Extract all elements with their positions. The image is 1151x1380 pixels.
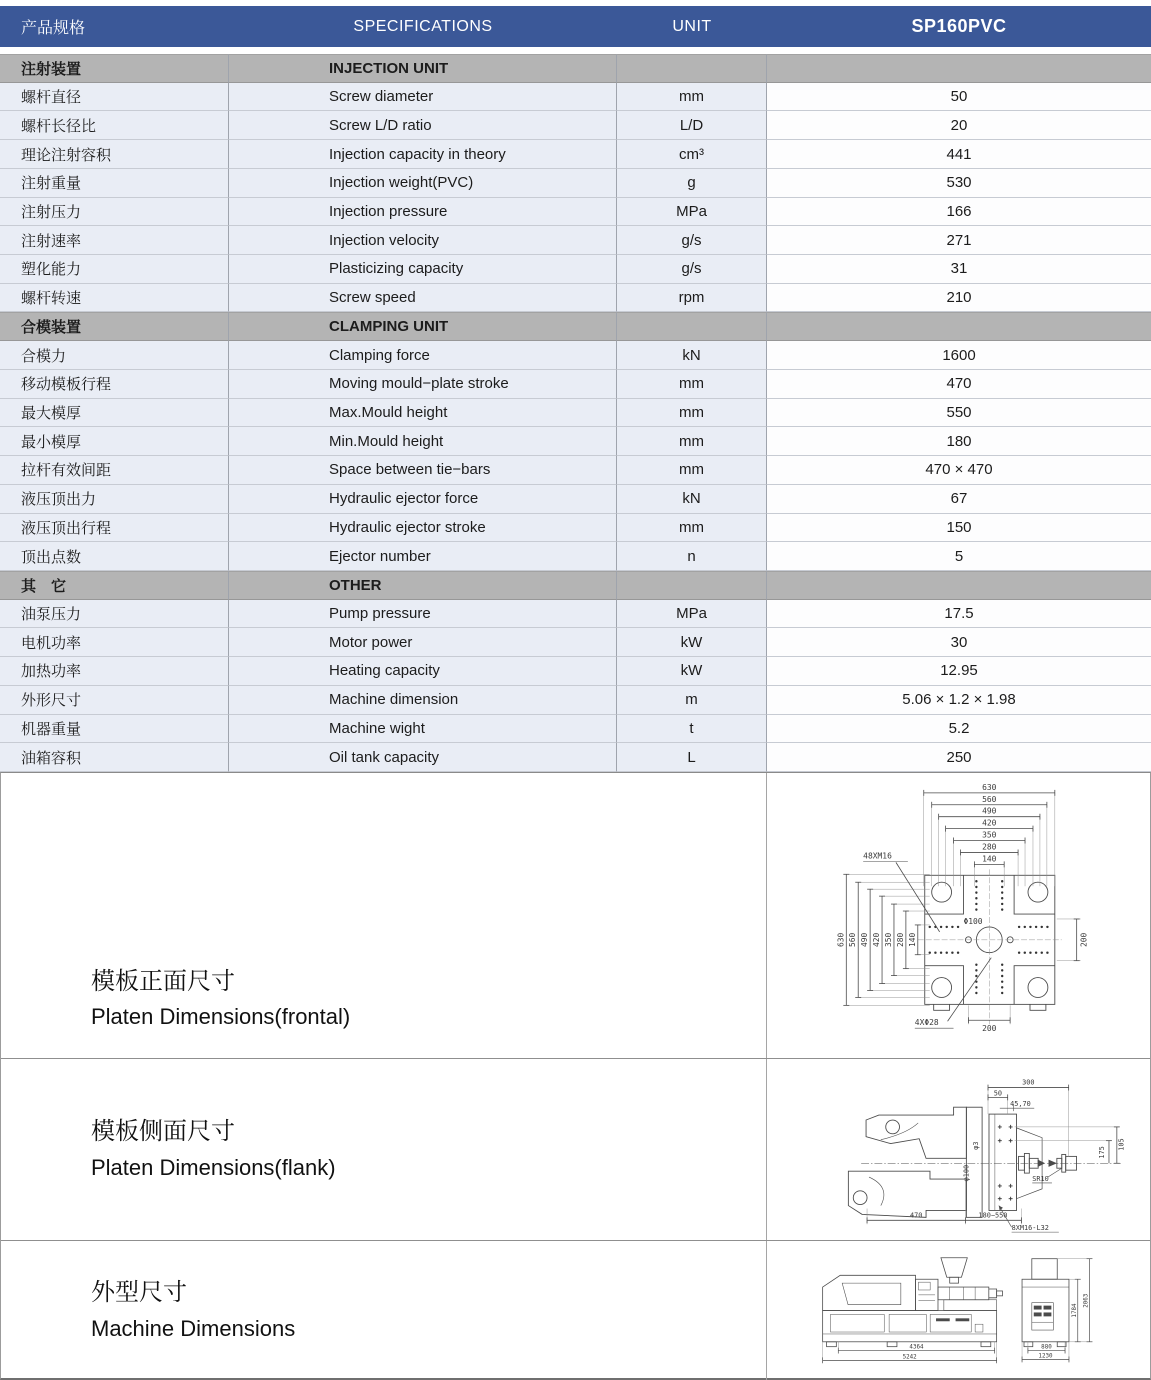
spec-cell-en: Hydraulic ejector force [229, 485, 617, 514]
spec-cell-unit: mm [617, 83, 767, 112]
diagram-title-en: Platen Dimensions(flank) [91, 1154, 336, 1180]
spec-cell-cn: 注射压力 [0, 198, 229, 227]
dim-label: 490 [981, 806, 996, 816]
frontal-platen-drawing [767, 773, 1150, 1058]
table-row [0, 284, 1151, 313]
spec-cell-unit: L [617, 743, 767, 772]
spec-cell-unit: g/s [617, 255, 767, 284]
dim-label: 350 [981, 830, 996, 840]
spec-cell-unit: m [617, 686, 767, 715]
spec-cell-value: 470 [767, 370, 1151, 399]
spec-cell-unit: L/D [617, 111, 767, 140]
diagram-title-cn: 模板侧面尺寸 [91, 1118, 235, 1146]
section-value-cell [767, 571, 1151, 600]
spec-cell-value: 470 × 470 [767, 456, 1151, 485]
header-col-unit: UNIT [672, 17, 712, 35]
diagram-label-machine [1, 1241, 767, 1380]
dim-label: 630 [981, 782, 996, 792]
section-title-cn: 其 它 [0, 571, 229, 600]
spec-cell-cn: 最大模厚 [0, 399, 229, 428]
flank-outline [848, 1107, 1120, 1217]
spec-cell-cn: 注射速率 [0, 226, 229, 255]
spec-cell-cn: 机器重量 [0, 715, 229, 744]
spec-cell-unit: rpm [617, 284, 767, 313]
section-header-row [0, 54, 1151, 83]
section-unit-cell [617, 54, 767, 83]
spec-cell-value: 441 [767, 140, 1151, 169]
spec-cell-cn: 螺杆转速 [0, 284, 229, 313]
section-header-row [0, 312, 1151, 341]
machine-dimensions-svg [768, 1246, 1150, 1376]
dim-label: φ100 [961, 1164, 970, 1181]
dim-label: 630 [835, 932, 845, 947]
spec-cell-cn: 油泵压力 [0, 600, 229, 629]
bolt-pattern-label: 48XM16 [862, 850, 892, 860]
spec-cell-unit: MPa [617, 198, 767, 227]
diagram-title-cn: 模板正面尺寸 [91, 967, 235, 995]
table-row [0, 198, 1151, 227]
diagram-label-frontal [1, 773, 767, 1058]
flank-platen-drawing [767, 1059, 1150, 1240]
spec-cell-value: 5 [767, 542, 1151, 571]
table-row [0, 542, 1151, 571]
dimension-labels [910, 1078, 1126, 1232]
dim-label: 5242 [902, 1353, 917, 1360]
spec-cell-unit: mm [617, 370, 767, 399]
dim-label: 880 [1040, 1344, 1052, 1351]
spec-cell-en: Injection velocity [229, 226, 617, 255]
sr10-label: SR10 [1031, 1174, 1049, 1183]
spec-cell-cn: 注射重量 [0, 169, 229, 198]
spec-cell-en: Moving mould−plate stroke [229, 370, 617, 399]
header-title-cn: 产品规格 [21, 20, 86, 37]
diagram-title-en: Platen Dimensions(frontal) [91, 1004, 351, 1030]
dim-label: 560 [847, 932, 857, 947]
spec-cell-cn: 塑化能力 [0, 255, 229, 284]
dimension-labels [836, 782, 1088, 1032]
dim-label: 4364 [908, 1344, 924, 1351]
spec-cell-unit: mm [617, 427, 767, 456]
table-row [0, 715, 1151, 744]
spec-cell-value: 67 [767, 485, 1151, 514]
dim-label: 490 [859, 932, 869, 947]
diagram-row-flank [1, 1059, 1150, 1241]
dim-label: 200 [1079, 932, 1089, 947]
corner-hole-label: 4XΦ28 [914, 1017, 939, 1027]
dim-label: 300 [1021, 1078, 1035, 1087]
spec-cell-value: 550 [767, 399, 1151, 428]
spec-cell-cn: 移动模板行程 [0, 370, 229, 399]
spec-cell-unit: n [617, 542, 767, 571]
spec-cell-en: Hydraulic ejector stroke [229, 514, 617, 543]
spec-cell-cn: 理论注射容积 [0, 140, 229, 169]
dimension-lines [867, 1084, 1120, 1232]
table-row [0, 514, 1151, 543]
spec-cell-value: 30 [767, 628, 1151, 657]
spec-cell-unit: kW [617, 628, 767, 657]
spec-cell-cn: 液压顶出力 [0, 485, 229, 514]
section-title-en: OTHER [229, 571, 617, 600]
spec-cell-value: 1600 [767, 341, 1151, 370]
spec-cell-value: 5.2 [767, 715, 1151, 744]
dim-label: 280 [981, 841, 996, 851]
dim-label: 105 [1117, 1137, 1126, 1151]
bolt-pattern-label: 8XM16-L32 [1011, 1223, 1049, 1232]
spec-cell-en: Pump pressure [229, 600, 617, 629]
dim-label: 200 [981, 1023, 996, 1033]
diagram-row-machine [1, 1241, 1150, 1380]
table-row [0, 111, 1151, 140]
spec-cell-cn: 螺杆长径比 [0, 111, 229, 140]
spec-cell-en: Machine wight [229, 715, 617, 744]
table-row [0, 83, 1151, 112]
section-title-cn: 合模装置 [0, 312, 229, 341]
dim-label: 420 [871, 932, 881, 947]
section-title-en: INJECTION UNIT [229, 54, 617, 83]
spec-cell-unit: mm [617, 399, 767, 428]
spec-cell-en: Injection capacity in theory [229, 140, 617, 169]
table-row [0, 600, 1151, 629]
diagram-title-cn: 外型尺寸 [91, 1279, 187, 1307]
dim-label: 175 [1097, 1145, 1106, 1159]
spec-cell-en: Max.Mould height [229, 399, 617, 428]
spec-cell-unit: g [617, 169, 767, 198]
header-bar [0, 6, 1151, 47]
spec-cell-unit: t [617, 715, 767, 744]
spec-cell-cn: 油箱容积 [0, 743, 229, 772]
section-unit-cell [617, 312, 767, 341]
dim-label: 140 [981, 853, 996, 863]
table-row [0, 456, 1151, 485]
spec-cell-en: Machine dimension [229, 686, 617, 715]
dim-label: 560 [981, 794, 996, 804]
dim-label: 45,70 [1009, 1099, 1031, 1108]
table-row [0, 657, 1151, 686]
spec-cell-value: 166 [767, 198, 1151, 227]
table-row [0, 341, 1151, 370]
spec-cell-unit: MPa [617, 600, 767, 629]
machine-side-view [822, 1257, 1002, 1346]
spec-cell-unit: g/s [617, 226, 767, 255]
spec-cell-en: Injection weight(PVC) [229, 169, 617, 198]
frontal-platen-svg [768, 775, 1150, 1057]
dim-label: 470 [909, 1210, 922, 1219]
spec-cell-cn: 电机功率 [0, 628, 229, 657]
spec-cell-value: 150 [767, 514, 1151, 543]
spec-cell-cn: 螺杆直径 [0, 83, 229, 112]
dim-label: 2063 [1083, 1293, 1090, 1308]
dim-label: φ3 [971, 1140, 980, 1150]
table-row [0, 140, 1151, 169]
spec-cell-value: 20 [767, 111, 1151, 140]
spec-cell-value: 250 [767, 743, 1151, 772]
header-col-specifications: SPECIFICATIONS [353, 17, 493, 35]
diagram-label-flank [1, 1059, 767, 1240]
spec-cell-cn: 顶出点数 [0, 542, 229, 571]
table-row [0, 485, 1151, 514]
section-value-cell [767, 54, 1151, 83]
dim-label: 50 [993, 1088, 1002, 1097]
table-row [0, 226, 1151, 255]
dim-label: 1230 [1037, 1352, 1053, 1359]
spec-cell-en: Screw speed [229, 284, 617, 313]
table-row [0, 686, 1151, 715]
spec-cell-cn: 加热功率 [0, 657, 229, 686]
spec-cell-value: 31 [767, 255, 1151, 284]
spec-cell-value: 210 [767, 284, 1151, 313]
spec-table [0, 54, 1151, 772]
dimension-lines [822, 1258, 1092, 1363]
spec-cell-en: Clamping force [229, 341, 617, 370]
spec-cell-value: 271 [767, 226, 1151, 255]
dim-label: 350 [883, 932, 893, 947]
spec-cell-value: 17.5 [767, 600, 1151, 629]
table-row [0, 169, 1151, 198]
flank-platen-svg [768, 1061, 1150, 1239]
spec-cell-unit: kN [617, 341, 767, 370]
table-row [0, 743, 1151, 772]
platen-hole-marks [997, 1124, 1012, 1200]
diagram-area [0, 772, 1151, 1380]
spec-cell-en: Min.Mould height [229, 427, 617, 456]
spec-cell-en: Heating capacity [229, 657, 617, 686]
spec-cell-en: Screw L/D ratio [229, 111, 617, 140]
section-unit-cell [617, 571, 767, 600]
spec-cell-cn: 合模力 [0, 341, 229, 370]
spec-cell-unit: kN [617, 485, 767, 514]
spec-cell-cn: 拉杆有效间距 [0, 456, 229, 485]
dimension-lines [843, 789, 1079, 1027]
table-row [0, 628, 1151, 657]
dim-label: 420 [981, 818, 996, 828]
machine-dimensions-drawing [767, 1241, 1150, 1380]
table-row [0, 399, 1151, 428]
table-row [0, 370, 1151, 399]
spec-cell-value: 12.95 [767, 657, 1151, 686]
table-row [0, 427, 1151, 456]
spec-cell-en: Screw diameter [229, 83, 617, 112]
center-hole-label: Φ100 [962, 916, 983, 926]
spec-cell-en: Oil tank capacity [229, 743, 617, 772]
diagram-title-en: Machine Dimensions [91, 1315, 296, 1341]
section-title-en: CLAMPING UNIT [229, 312, 617, 341]
spec-cell-value: 180 [767, 427, 1151, 456]
spec-cell-en: Ejector number [229, 542, 617, 571]
spec-cell-en: Injection pressure [229, 198, 617, 227]
spec-cell-cn: 最小模厚 [0, 427, 229, 456]
table-row [0, 255, 1151, 284]
diagram-row-frontal [1, 773, 1150, 1059]
dim-label: 140 [907, 932, 917, 947]
spec-cell-unit: cm³ [617, 140, 767, 169]
section-title-cn: 注射装置 [0, 54, 229, 83]
platen-outline [924, 875, 1054, 1010]
machine-rear-view [1022, 1258, 1069, 1346]
dim-label: 180−550 [977, 1210, 1007, 1219]
spec-cell-unit: mm [617, 514, 767, 543]
spec-cell-en: Plasticizing capacity [229, 255, 617, 284]
spec-cell-value: 50 [767, 83, 1151, 112]
spec-cell-unit: mm [617, 456, 767, 485]
spec-cell-en: Motor power [229, 628, 617, 657]
section-value-cell [767, 312, 1151, 341]
spec-cell-cn: 液压顶出行程 [0, 514, 229, 543]
header-model: SP160PVC [911, 16, 1007, 36]
dim-label: 280 [895, 932, 905, 947]
spec-cell-unit: kW [617, 657, 767, 686]
section-header-row [0, 571, 1151, 600]
spec-cell-value: 530 [767, 169, 1151, 198]
dim-label: 1784 [1071, 1302, 1078, 1318]
spec-cell-cn: 外形尺寸 [0, 686, 229, 715]
spec-cell-en: Space between tie−bars [229, 456, 617, 485]
spec-cell-value: 5.06 × 1.2 × 1.98 [767, 686, 1151, 715]
extension-lines [867, 1087, 1119, 1224]
